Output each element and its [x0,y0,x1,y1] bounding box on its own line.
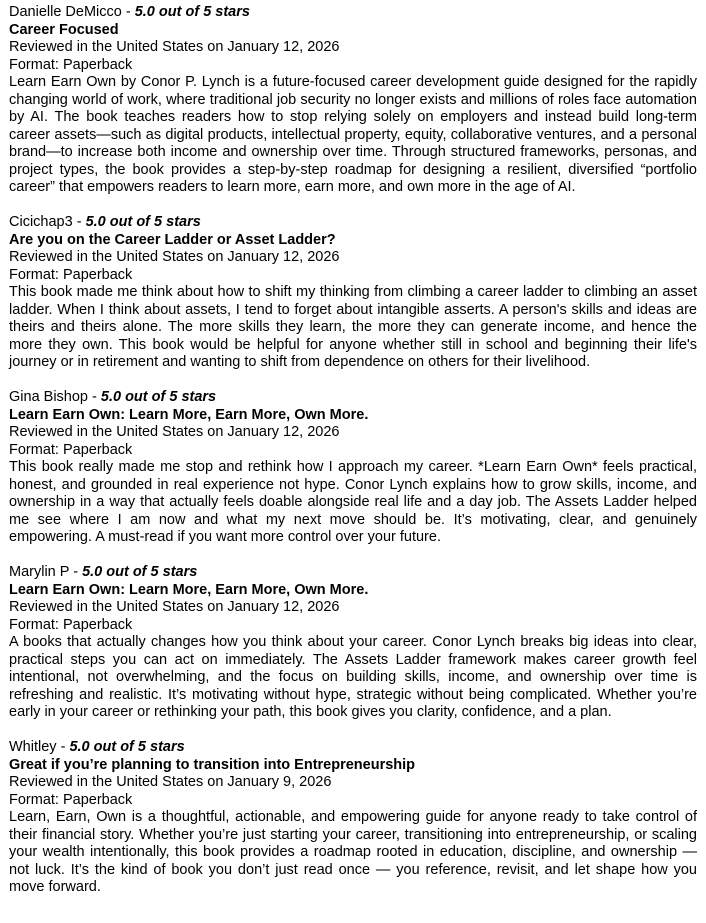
review-format: Format: Paperback [9,791,133,808]
review-item [9,389,697,547]
review-item [9,739,697,897]
review-title: Learn Earn Own: Learn More, Earn More, Own More. [9,581,369,598]
review-date: Reviewed in the United States on January 9, 2026 [9,774,332,790]
header-separator: - [72,214,86,230]
reviewer-name: Whitley [9,739,57,755]
review-title: Are you on the Career Ladder or Asset Ladder? [9,231,336,248]
review-title: Learn Earn Own: Learn More, Earn More, Own More. [9,406,369,423]
review-format: Format: Paperback [9,441,133,458]
review-date: Reviewed in the United States on January 12, 2026 [9,39,340,55]
review-header [9,739,697,757]
review-format: Format: Paperback [9,266,133,283]
review-body: This book made me think about how to shift my thinking from climbing a career ladder to climbing an asset ladder. When I think about assets, I tend to forget about intangible asserts. A person's skills and ideas are theirs and theirs alone. The more skills they learn, the more they can generate income, and hence the more they own. This book would be helpful for anyone whether still in school and beginning their life's journey or in retirement and wanting to shift from dependence on others for their livelihood. [9,284,697,370]
review-item [9,4,697,197]
header-separator: - [88,389,101,405]
reviewer-name: Danielle DeMicco [9,4,122,20]
reviewer-name: Cicichap3 [9,214,73,230]
review-body: Learn, Earn, Own is a thoughtful, actionable, and empowering guide for anyone ready to take control of their financial story. Whether you’re just starting your career, transitioning into entrepreneurship, or scaling your wealth intentionally, this book provides a roadmap rooted in education, discipline, and ownership — not luck. It’s the kind of book you don’t just read once — you reference, revisit, and let shape how you move forward. [9,809,697,895]
review-header [9,564,697,582]
review-title: Career Focused [9,21,119,38]
star-rating: 5.0 out of 5 stars [82,564,198,580]
review-format: Format: Paperback [9,56,133,73]
review-body: This book really made me stop and rethink how I approach my career. *Learn Earn Own* feels practical, honest, and grounded in real experience not hype. Conor Lynch explains how to grow skills, income, and ownership in a way that actually feels doable alongside real life and a day job. The Assets Ladder helped me see where I am now and what my next move should be. It’s motivating, clear, and genuinely empowering. A must-read if you want more control over your future. [9,459,697,545]
star-rating: 5.0 out of 5 stars [134,4,250,20]
review-title: Great if you’re planning to transition into Entrepreneurship [9,756,416,773]
header-separator: - [69,564,83,580]
star-rating: 5.0 out of 5 stars [85,214,201,230]
review-body: A books that actually changes how you think about your career. Conor Lynch breaks big ideas into clear, practical steps you can act on immediately. The Assets Ladder framework makes career growth feel intentional, not overwhelming, and the focus on building skills, income, and ownership over time is refreshing and realistic. It’s motivating without hype, strategic without being complicated. Whether you’re early in your career or rethinking your path, this book gives you clarity, confidence, and a plan. [9,634,697,720]
reviewer-name: Marylin P [9,564,70,580]
star-rating: 5.0 out of 5 stars [69,739,185,755]
review-item [9,214,697,372]
header-separator: - [56,739,70,755]
review-header [9,214,697,232]
review-header [9,389,697,407]
review-date: Reviewed in the United States on January 12, 2026 [9,249,340,265]
review-body: Learn Earn Own by Conor P. Lynch is a future-focused career development guide designed for the rapidly changing world of work, where traditional job security no longer exists and millions of roles face automation by AI. The book teaches readers how to stop relying solely on employers and instead build long-term career assets—such as digital products, intellectual property, equity, collaborative ventures, and a personal brand—to increase both income and ownership over time. Through structured frameworks, personas, and project types, the book provides a step-by-step roadmap for designing a resilient, diversified “portfolio career” that empowers readers to learn more, earn more, and own more in the age of AI. [9,74,697,195]
review-date: Reviewed in the United States on January 12, 2026 [9,599,340,615]
reviewer-name: Gina Bishop [9,389,88,405]
header-separator: - [121,4,135,20]
review-format: Format: Paperback [9,616,133,633]
review-header [9,4,697,22]
star-rating: 5.0 out of 5 stars [100,389,217,405]
review-date: Reviewed in the United States on January 12, 2026 [9,424,340,440]
review-item [9,564,697,722]
